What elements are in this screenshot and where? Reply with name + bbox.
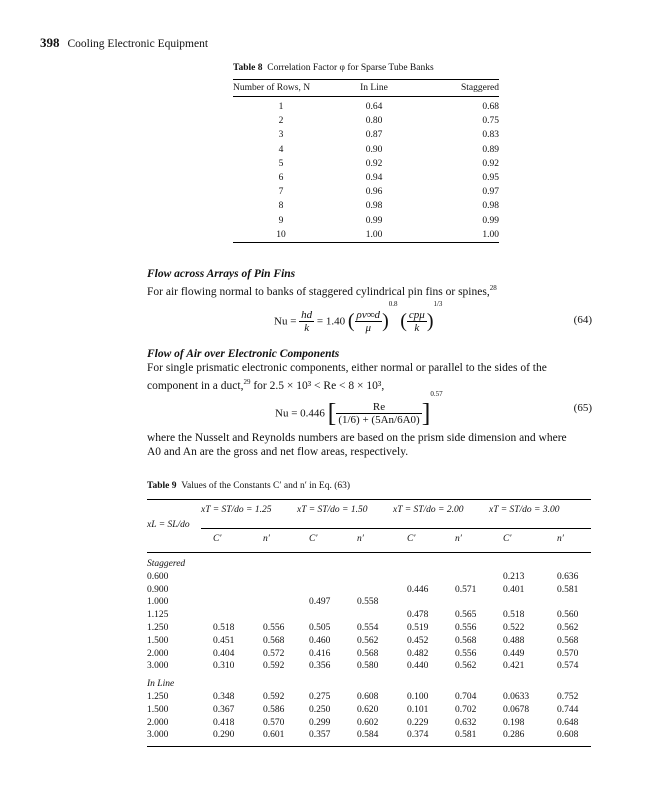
table-cell: 7 <box>278 187 284 198</box>
table-cell: 0.460 <box>309 635 331 646</box>
table-cell: 0.608 <box>557 730 579 741</box>
table-cell: 0.100 <box>407 692 429 702</box>
table-cell: 0.581 <box>455 730 477 741</box>
section-label: Staggered <box>147 559 186 569</box>
table-cell: 1.250 <box>147 623 169 633</box>
table-cell: 0.446 <box>407 584 429 595</box>
table-row <box>233 199 499 213</box>
sub-header: C′ <box>309 534 318 544</box>
table-cell: 3 <box>278 130 284 141</box>
sub-header: C′ <box>407 534 416 544</box>
table-cell: 1.500 <box>147 635 169 646</box>
table-cell: 0.632 <box>455 717 477 728</box>
table-cell: 0.95 <box>482 173 499 184</box>
table-cell: 0.572 <box>263 648 285 659</box>
table-cell: 1.250 <box>147 692 169 702</box>
table-cell: 0.900 <box>147 584 169 595</box>
table-cell: 0.592 <box>263 692 285 702</box>
header-rule <box>201 528 591 529</box>
paragraph: For air flowing normal to banks of staggered cylindrical pin fins or spines,$^{28}$ <box>147 284 497 298</box>
table-cell: 4 <box>278 144 284 155</box>
table-cell: 3.000 <box>147 661 169 672</box>
section-pin-fins <box>147 267 592 299</box>
table-cell: 0.752 <box>557 692 579 702</box>
table-cell: 0.554 <box>357 623 379 633</box>
table-cell: 0.584 <box>357 730 379 741</box>
table-cell: 1.125 <box>147 610 169 621</box>
sub-header: C′ <box>213 534 222 544</box>
table-cell: 0.556 <box>263 623 285 633</box>
table-8-header: Staggered <box>419 80 499 97</box>
sub-header: n′ <box>263 534 270 544</box>
table-cell: 0.580 <box>357 661 379 672</box>
table-cell: 0.518 <box>503 610 525 621</box>
table-cell: 1.000 <box>147 597 169 608</box>
table-cell: 0.213 <box>503 571 525 582</box>
table-cell: 0.608 <box>357 692 379 702</box>
section-heading: Flow across Arrays of Pin Fins <box>147 268 296 280</box>
table-cell: 8 <box>278 201 284 212</box>
table-cell: 0.592 <box>263 661 285 672</box>
table-cell: 0.562 <box>357 635 379 646</box>
table-9-caption: Table 9 Values of the Constants C′ and n′ in Eq. (63) <box>147 481 351 491</box>
group-header: xT = ST/do = 2.00 <box>393 505 464 515</box>
table-cell: 0.478 <box>407 610 429 621</box>
table-cell: 0.562 <box>455 661 477 672</box>
table-cell: 0.620 <box>357 704 379 715</box>
table-cell: 0.275 <box>309 692 331 702</box>
table-row <box>233 143 499 157</box>
table-row <box>233 97 499 115</box>
sub-header: n′ <box>455 534 462 544</box>
table-cell: 0.64 <box>365 102 383 112</box>
table-cell: 0.401 <box>503 584 525 595</box>
table-cell: 0.374 <box>407 730 429 741</box>
table-cell: 0.702 <box>455 704 477 715</box>
paragraph: For single prismatic electronic components, either normal or parallel to the sides of the <box>147 362 547 374</box>
table-cell: 0.586 <box>263 704 285 715</box>
table-cell: 0.98 <box>482 201 499 212</box>
section-heading: Flow of Air over Electronic Components <box>147 348 340 360</box>
table-cell: 0.488 <box>503 635 525 646</box>
table-cell: 1.500 <box>147 704 169 715</box>
table-cell: 0.558 <box>357 597 379 608</box>
sub-header: C′ <box>503 534 512 544</box>
table-cell: 0.229 <box>407 717 429 728</box>
table-8-header: Number of Rows, N <box>233 80 329 97</box>
table-cell: 0.418 <box>213 717 235 728</box>
table-cell: 0.87 <box>365 130 383 141</box>
table-cell: 0.92 <box>482 158 499 169</box>
table-cell: 0.556 <box>455 623 477 633</box>
page-number: 398 <box>40 35 60 50</box>
table-cell: 0.290 <box>213 730 235 741</box>
sub-header: n′ <box>557 534 564 544</box>
section-electronic-components <box>147 347 592 393</box>
table-cell: 9 <box>278 215 284 226</box>
table-cell: 0.581 <box>557 584 579 595</box>
table-8 <box>233 63 499 243</box>
table-cell: 0.482 <box>407 648 429 659</box>
table-cell: 0.449 <box>503 648 525 659</box>
table-cell: 6 <box>278 173 284 184</box>
table-row <box>233 214 499 228</box>
table-cell: 0.90 <box>365 144 383 155</box>
table-cell: 1.00 <box>329 228 419 243</box>
table-cell: 0.505 <box>309 623 331 633</box>
table-cell: 0.83 <box>482 130 499 141</box>
table-cell: 0.101 <box>407 704 429 715</box>
group-header: xT = ST/do = 1.50 <box>297 505 368 515</box>
table-cell: 0.556 <box>455 648 477 659</box>
table-row <box>233 185 499 199</box>
table-cell: 2 <box>278 116 284 127</box>
table-9-label: Table 9 <box>147 481 177 491</box>
row-header: xL = SL/do <box>147 520 190 530</box>
table-cell: 0.568 <box>455 635 477 646</box>
table-row <box>233 128 499 142</box>
table-cell: 0.75 <box>482 116 499 127</box>
table-cell: 0.568 <box>263 635 285 646</box>
table-cell: 0.568 <box>357 648 379 659</box>
equation-65: Nu = 0.446 [ $\frac{Re}{(1/6) + (5An/6A0)}$ ]$^{0.57}$ <box>275 390 443 428</box>
table-9-header <box>147 500 591 552</box>
table-row <box>233 114 499 128</box>
table-8-grid <box>233 79 499 243</box>
table-cell: 0.367 <box>213 704 235 715</box>
sub-header: n′ <box>357 534 364 544</box>
table-cell: 0.99 <box>365 215 383 226</box>
table-cell: 0.97 <box>482 187 499 198</box>
table-cell: 0.404 <box>213 648 235 659</box>
table-cell: 0.0678 <box>503 704 530 715</box>
table-cell: 0.568 <box>557 635 579 646</box>
table-cell: 0.96 <box>365 187 383 198</box>
table-9-body <box>147 553 591 746</box>
section-label: In Line <box>147 679 175 690</box>
table-cell: 0.440 <box>407 661 429 672</box>
table-cell: 0.600 <box>147 571 169 582</box>
table-cell: 1 <box>278 102 284 112</box>
group-header: xT = ST/do = 3.00 <box>489 505 560 515</box>
table-cell: 0.560 <box>557 610 579 621</box>
table-cell: 0.0633 <box>503 692 530 702</box>
table-cell: 5 <box>278 158 284 169</box>
equation-64: Nu = $\frac{hd}{k}$ = 1.40 ( $\frac{\rho v\infty d}{\mu}$ )$^{0.8}$ ( $\frac{\text{cpμ}}{k}$ )$^{1/3}$ <box>274 300 443 334</box>
table-cell: 2.000 <box>147 648 169 659</box>
table-cell: 0.519 <box>407 623 429 633</box>
equation-number: (65) <box>573 402 592 414</box>
table-cell: 0.94 <box>365 173 383 184</box>
table-cell: 0.570 <box>263 717 285 728</box>
table-cell: 0.565 <box>455 610 477 621</box>
table-cell: 0.68 <box>482 102 499 112</box>
table-cell: 0.648 <box>557 717 579 728</box>
table-cell: 2.000 <box>147 717 169 728</box>
table-cell: 10 <box>233 228 329 243</box>
table-cell: 0.198 <box>503 717 525 728</box>
table-cell: 0.98 <box>365 201 383 212</box>
running-title: Cooling Electronic Equipment <box>67 38 209 50</box>
table-cell: 0.601 <box>263 730 285 741</box>
equation-number: (64) <box>573 314 592 326</box>
group-header: xT = ST/do = 1.25 <box>201 505 272 515</box>
table-9 <box>147 481 591 747</box>
table-cell: 0.451 <box>213 635 235 646</box>
table-8-header: In Line <box>329 80 419 97</box>
table-cell: 0.562 <box>557 623 579 633</box>
table-cell: 0.310 <box>213 661 235 672</box>
table-cell: 0.570 <box>557 648 579 659</box>
table-cell: 0.92 <box>365 158 383 169</box>
table-cell: 0.574 <box>557 661 579 672</box>
table-cell: 0.357 <box>309 730 331 741</box>
table-cell: 0.602 <box>357 717 379 728</box>
table-cell: 0.89 <box>482 144 499 155</box>
table-cell: 0.518 <box>213 623 235 633</box>
paragraph-after: where the Nusselt and Reynolds numbers are based on the prism side dimension and where A0 and An are the gross and net flow areas, respectively. <box>147 432 567 458</box>
table-row <box>233 228 499 243</box>
table-cell: 0.299 <box>309 717 331 728</box>
table-8-caption: Table 8 Correlation Factor φ for Sparse Tube Banks <box>233 63 434 73</box>
table-cell: 0.416 <box>309 648 331 659</box>
table-cell: 0.452 <box>407 635 429 646</box>
table-cell: 0.744 <box>557 704 579 715</box>
table-cell: 0.286 <box>503 730 525 741</box>
table-cell: 0.522 <box>503 623 525 633</box>
table-8-label: Table 8 <box>233 63 263 73</box>
table-cell: 0.704 <box>455 692 477 702</box>
table-row <box>233 157 499 171</box>
table-cell: 0.80 <box>365 116 383 127</box>
table-cell: 0.421 <box>503 661 525 672</box>
running-header <box>40 35 208 51</box>
table-cell: 0.250 <box>309 704 331 715</box>
table-cell: 1.00 <box>419 228 499 243</box>
table-cell: 0.636 <box>557 571 579 582</box>
table-cell: 0.348 <box>213 692 235 702</box>
table-cell: 0.356 <box>309 661 331 672</box>
table-cell: 0.99 <box>482 215 499 226</box>
table-cell: 0.497 <box>309 597 331 608</box>
table-cell: 0.571 <box>455 584 477 595</box>
table-row <box>233 171 499 185</box>
paragraph: component in a duct,$^{29}$ for 2.5 × 10³ < Re < 8 × 10³, <box>147 378 385 392</box>
table-cell: 3.000 <box>147 730 169 741</box>
